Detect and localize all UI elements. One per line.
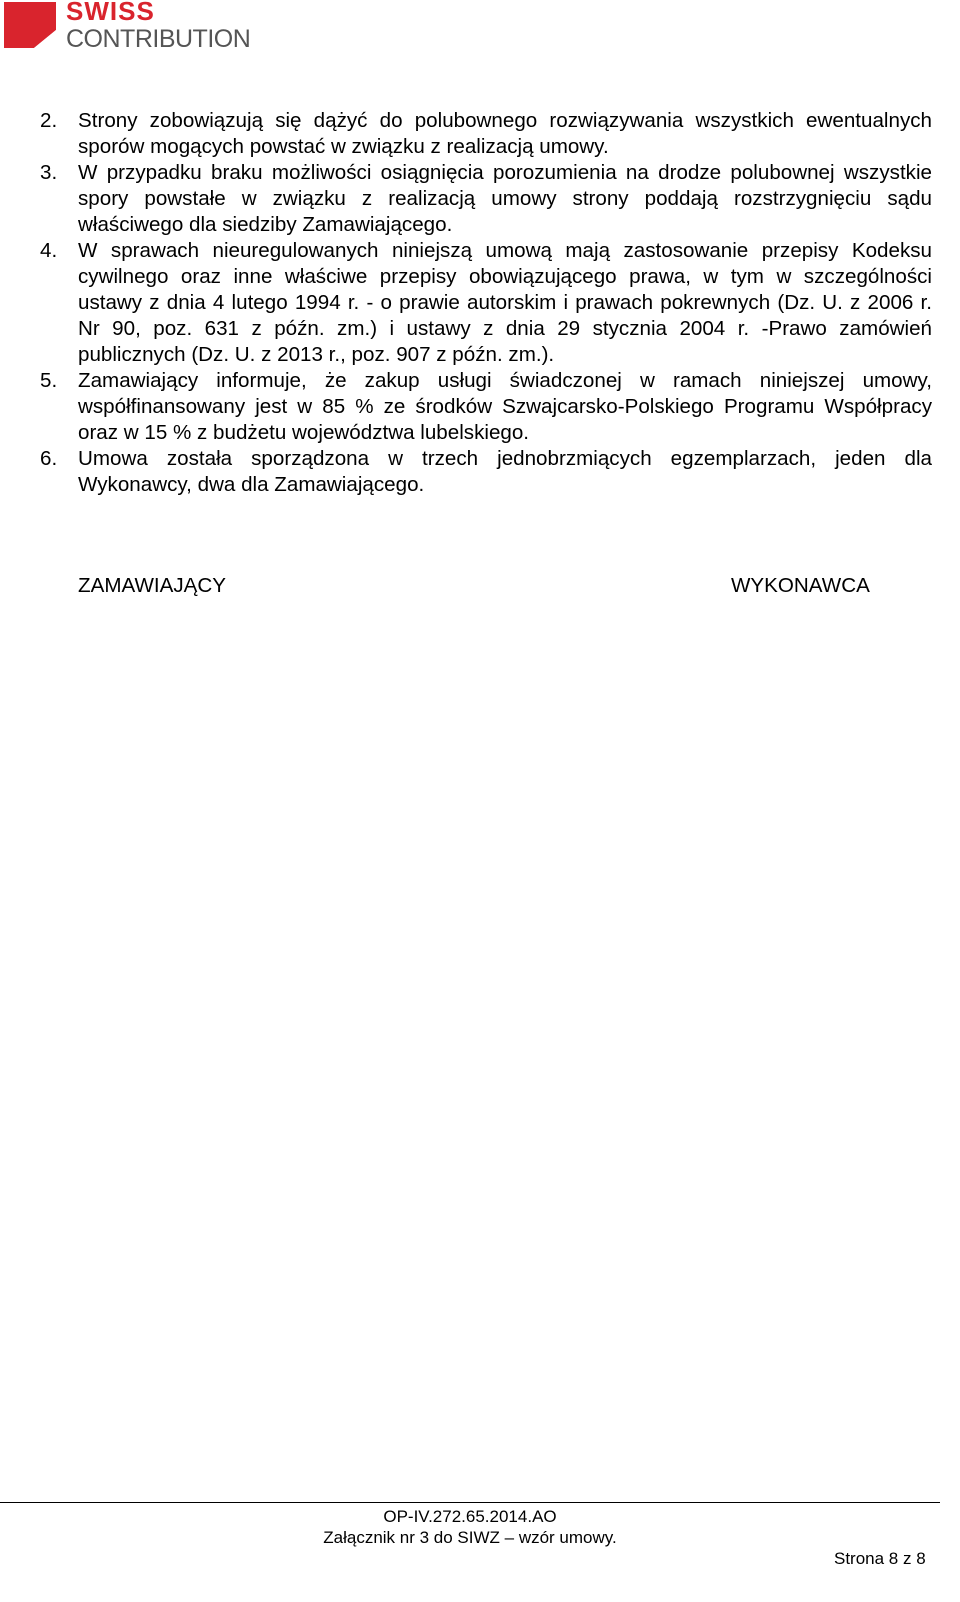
clause-number: 4. xyxy=(40,239,58,262)
swiss-contribution-logo xyxy=(4,0,254,56)
clause-text: Strony zobowiązują się dążyć do polubownego rozwiązywania wszystkich ewentualnych sporów mogących powstać w związku z realizacją umowy. xyxy=(78,109,932,158)
signature-contractor: WYKONAWCA xyxy=(731,574,870,597)
clause-text: W przypadku braku możliwości osiągnięcia porozumienia na drodze polubownej wszystkie spory powstałe w związku z realizacją umowy strony poddają rozstrzygnięciu sądu właściwego dla siedziby Zamawiającego. xyxy=(78,161,932,236)
clause-text: Umowa została sporządzona w trzech jednobrzmiących egzemplarzach, jeden dla Wykonawcy, dwa dla Zamawiającego. xyxy=(78,447,932,496)
clause-text: Zamawiający informuje, że zakup usługi świadczonej w ramach niniejszej umowy, współfinansowany jest w 85 % ze środków Szwajcarsko-Polskiego Programu Współpracy oraz w 15 % z budżetu województwa lubelskiego. xyxy=(78,369,932,444)
clause-3 xyxy=(40,160,932,238)
footer-divider xyxy=(0,1502,940,1503)
page-number: Strona 8 z 8 xyxy=(834,1549,926,1568)
footer-reference: OP-IV.272.65.2014.AO xyxy=(383,1507,557,1526)
clause-number: 3. xyxy=(40,161,58,184)
clause-6 xyxy=(40,446,932,498)
swiss-flag-icon xyxy=(4,2,56,54)
footer-attachment: Załącznik nr 3 do SIWZ – wzór umowy. xyxy=(323,1528,617,1547)
logo-text-contribution: CONTRIBUTION xyxy=(66,25,251,53)
clause-number: 6. xyxy=(40,447,58,470)
signature-ordering-party: ZAMAWIAJĄCY xyxy=(78,574,226,597)
clause-2 xyxy=(40,108,932,160)
clause-5 xyxy=(40,368,932,446)
clause-text: W sprawach nieuregulowanych niniejszą umową mają zastosowanie przepisy Kodeksu cywilnego oraz inne właściwe przepisy obowiązującego prawa, w tym w szczególności ustawy z dnia 4 lutego 1994 r. - o prawie autorskim i prawach pokrewnych (Dz. U. z 2006 r. Nr 90, poz. 631 z późn. zm.) i ustawy z dnia 29 stycznia 2004 r. -Prawo zamówień publicznych (Dz. U. z 2013 r., poz. 907 z późn. zm.). xyxy=(78,239,932,366)
logo-text-swiss: SWISS xyxy=(66,0,155,26)
contract-clauses xyxy=(40,108,932,498)
clause-number: 5. xyxy=(40,369,58,392)
clause-number: 2. xyxy=(40,109,58,132)
clause-4 xyxy=(40,238,932,368)
